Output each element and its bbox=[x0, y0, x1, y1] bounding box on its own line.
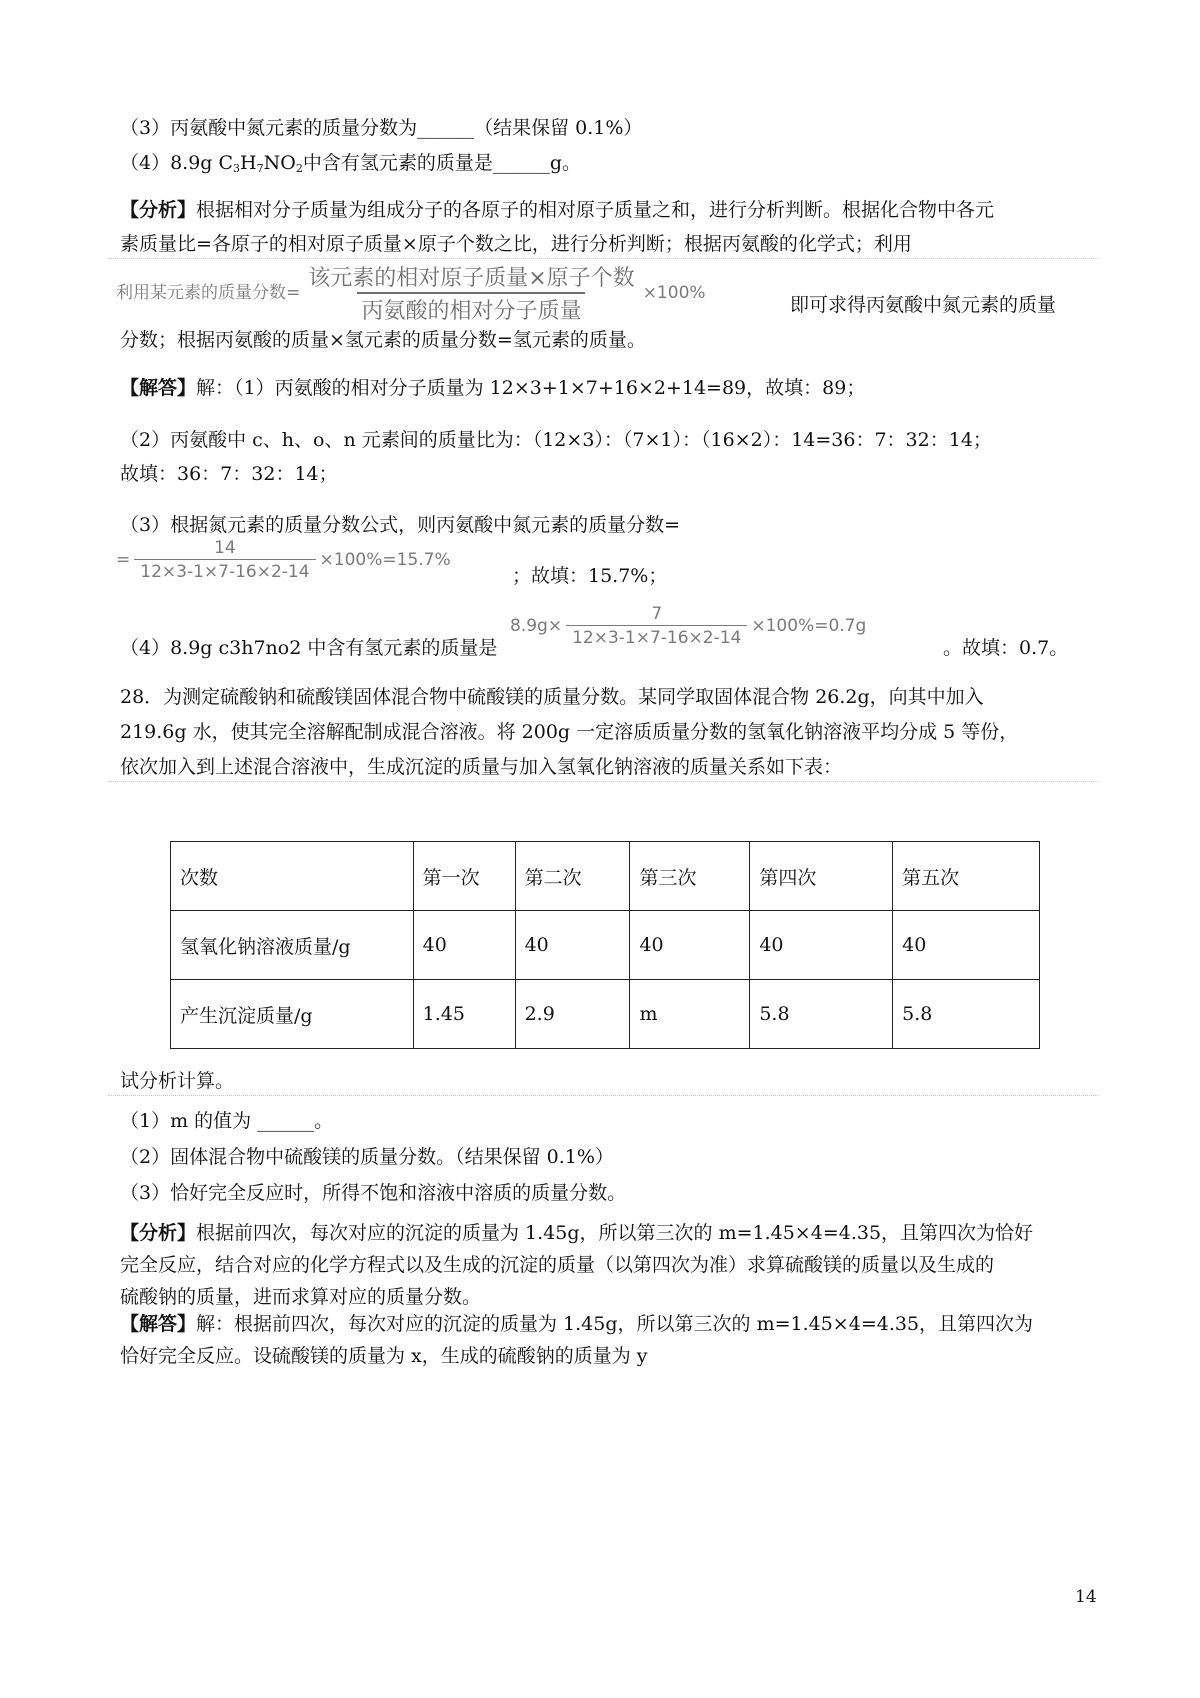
analysis-28-line-1: 【分析】根据前四次，每次对应的沉淀的质量为 1.45g，所以第三次的 m=1.45×4=4.35，且第四次为恰好 bbox=[120, 1222, 1034, 1244]
answer-line-1: 【解答】解：（1）丙氨酸的相对分子质量为 12×3+1×7+16×2+14=89，故填：89； bbox=[120, 377, 866, 399]
table-cell: 5.8 bbox=[893, 980, 1040, 1049]
nitrogen-fraction-formula: = $\frac{14}{12\times 3-1\times 7-16\times 2-14}$ ×100%=15.7% bbox=[116, 538, 451, 582]
analysis-line-4: 分数；根据丙氨酸的质量×氢元素的质量分数=氢元素的质量。 bbox=[120, 329, 646, 351]
answer-line-4-end: 。故填：0.7。 bbox=[943, 637, 1069, 659]
table-cell: 40 bbox=[515, 911, 630, 980]
table-cell: 40 bbox=[893, 911, 1040, 980]
table-row bbox=[171, 980, 1040, 1049]
analysis-line-2: 素质量比=各原子的相对原子质量×原子个数之比，进行分析判断；根据丙氨酸的化学式；利用 bbox=[120, 233, 912, 255]
answer-tag: 【解答】 bbox=[120, 377, 197, 399]
table-cell: 第四次 bbox=[750, 842, 893, 911]
sub-question-1: （1）m 的值为 ______。 bbox=[120, 1110, 334, 1132]
table-cell: 1.45 bbox=[413, 980, 515, 1049]
divider bbox=[108, 781, 1098, 782]
analysis-tag: 【分析】 bbox=[120, 1222, 197, 1244]
table-cell: 40 bbox=[750, 911, 893, 980]
table-cell: 第二次 bbox=[515, 842, 630, 911]
question-28-line-3: 依次加入到上述混合溶液中，生成沉淀的质量与加入氢氧化钠溶液的质量关系如下表： bbox=[120, 756, 843, 778]
sub-question-2: （2）固体混合物中硫酸镁的质量分数。（结果保留 0.1%） bbox=[120, 1146, 614, 1168]
analysis-28-line-2: 完全反应，结合对应的化学方程式以及生成的沉淀的质量（以第四次为准）求算硫酸镁的质量以及生成的 bbox=[120, 1254, 995, 1276]
answer-28-line-2: 恰好完全反应。设硫酸镁的质量为 x，生成的硫酸钠的质量为 y bbox=[120, 1345, 648, 1367]
table-header-row bbox=[171, 842, 1040, 911]
answer-line-2a: （2）丙氨酸中 c、h、o、n 元素间的质量比为：（12×3）：（7×1）：（16×2）：14=36：7：32：14； bbox=[120, 429, 992, 451]
data-table bbox=[170, 841, 1040, 1049]
table-row bbox=[171, 911, 1040, 980]
question-28-line-2: 219.6g 水，使其完全溶解配制成混合溶液。将 200g 一定溶质质量分数的氢氧化钠溶液平均分成 5 等份， bbox=[120, 721, 1019, 743]
analysis-tag: 【分析】 bbox=[120, 199, 197, 221]
analysis-28-line-3: 硫酸钠的质量，进而求算对应的质量分数。 bbox=[120, 1286, 482, 1308]
divider bbox=[108, 1095, 1098, 1096]
table-cell: 次数 bbox=[171, 842, 414, 911]
table-cell: 5.8 bbox=[750, 980, 893, 1049]
page-number: 14 bbox=[1075, 1587, 1097, 1607]
try-analyze: 试分析计算。 bbox=[120, 1070, 235, 1092]
table-cell: 第五次 bbox=[893, 842, 1040, 911]
answer-tag: 【解答】 bbox=[120, 1313, 197, 1335]
answer-line-3b: ；故填：15.7%； bbox=[512, 565, 668, 587]
table-cell: 氢氧化钠溶液质量/g bbox=[171, 911, 414, 980]
analysis-line-3: 即可求得丙氨酸中氮元素的质量 bbox=[790, 294, 1057, 316]
answer-28-line-1: 【解答】解：根据前四次，每次对应的沉淀的质量为 1.45g，所以第三次的 m=1.45×4=4.35，且第四次为 bbox=[120, 1313, 1034, 1335]
question-4: （4）8.9g $C_3H_7NO_2$中含有氢元素的质量是______g。 bbox=[120, 152, 581, 175]
question-3: （3）丙氨酸中氮元素的质量分数为______（结果保留 0.1%） bbox=[120, 117, 643, 139]
table-cell: 第三次 bbox=[630, 842, 750, 911]
table-cell: 第一次 bbox=[413, 842, 515, 911]
divider bbox=[108, 258, 1098, 259]
analysis-line-1: 【分析】根据相对分子质量为组成分子的各原子的相对原子质量之和，进行分析判断。根据化合物中各元 bbox=[120, 199, 995, 221]
sub-question-3: （3）恰好完全反应时，所得不饱和溶液中溶质的质量分数。 bbox=[120, 1182, 627, 1204]
table-cell: 产生沉淀质量/g bbox=[171, 980, 414, 1049]
mass-fraction-formula: 利用某元素的质量分数= $\frac{\text{该元素的相对原子质量×原子个数}}{\text{丙氨酸的相对分子质量}}$ ×100% bbox=[116, 266, 706, 324]
table-cell: 2.9 bbox=[515, 980, 630, 1049]
table-cell: 40 bbox=[413, 911, 515, 980]
table-cell: m bbox=[630, 980, 750, 1049]
question-28-line-1: 28．为测定硫酸钠和硫酸镁固体混合物中硫酸镁的质量分数。某同学取固体混合物 26.2g，向其中加入 bbox=[120, 686, 984, 708]
table-cell: 40 bbox=[630, 911, 750, 980]
answer-line-3a: （3）根据氮元素的质量分数公式，则丙氨酸中氮元素的质量分数= bbox=[120, 514, 681, 536]
answer-line-2b: 故填：36：7：32：14； bbox=[120, 463, 338, 485]
answer-line-4: （4）8.9g c3h7no2 中含有氢元素的质量是 bbox=[120, 637, 498, 659]
hydrogen-mass-formula: 8.9g× $\frac{7}{12\times 3-1\times 7-16\times 2-14}$ ×100%=0.7g bbox=[510, 604, 867, 648]
